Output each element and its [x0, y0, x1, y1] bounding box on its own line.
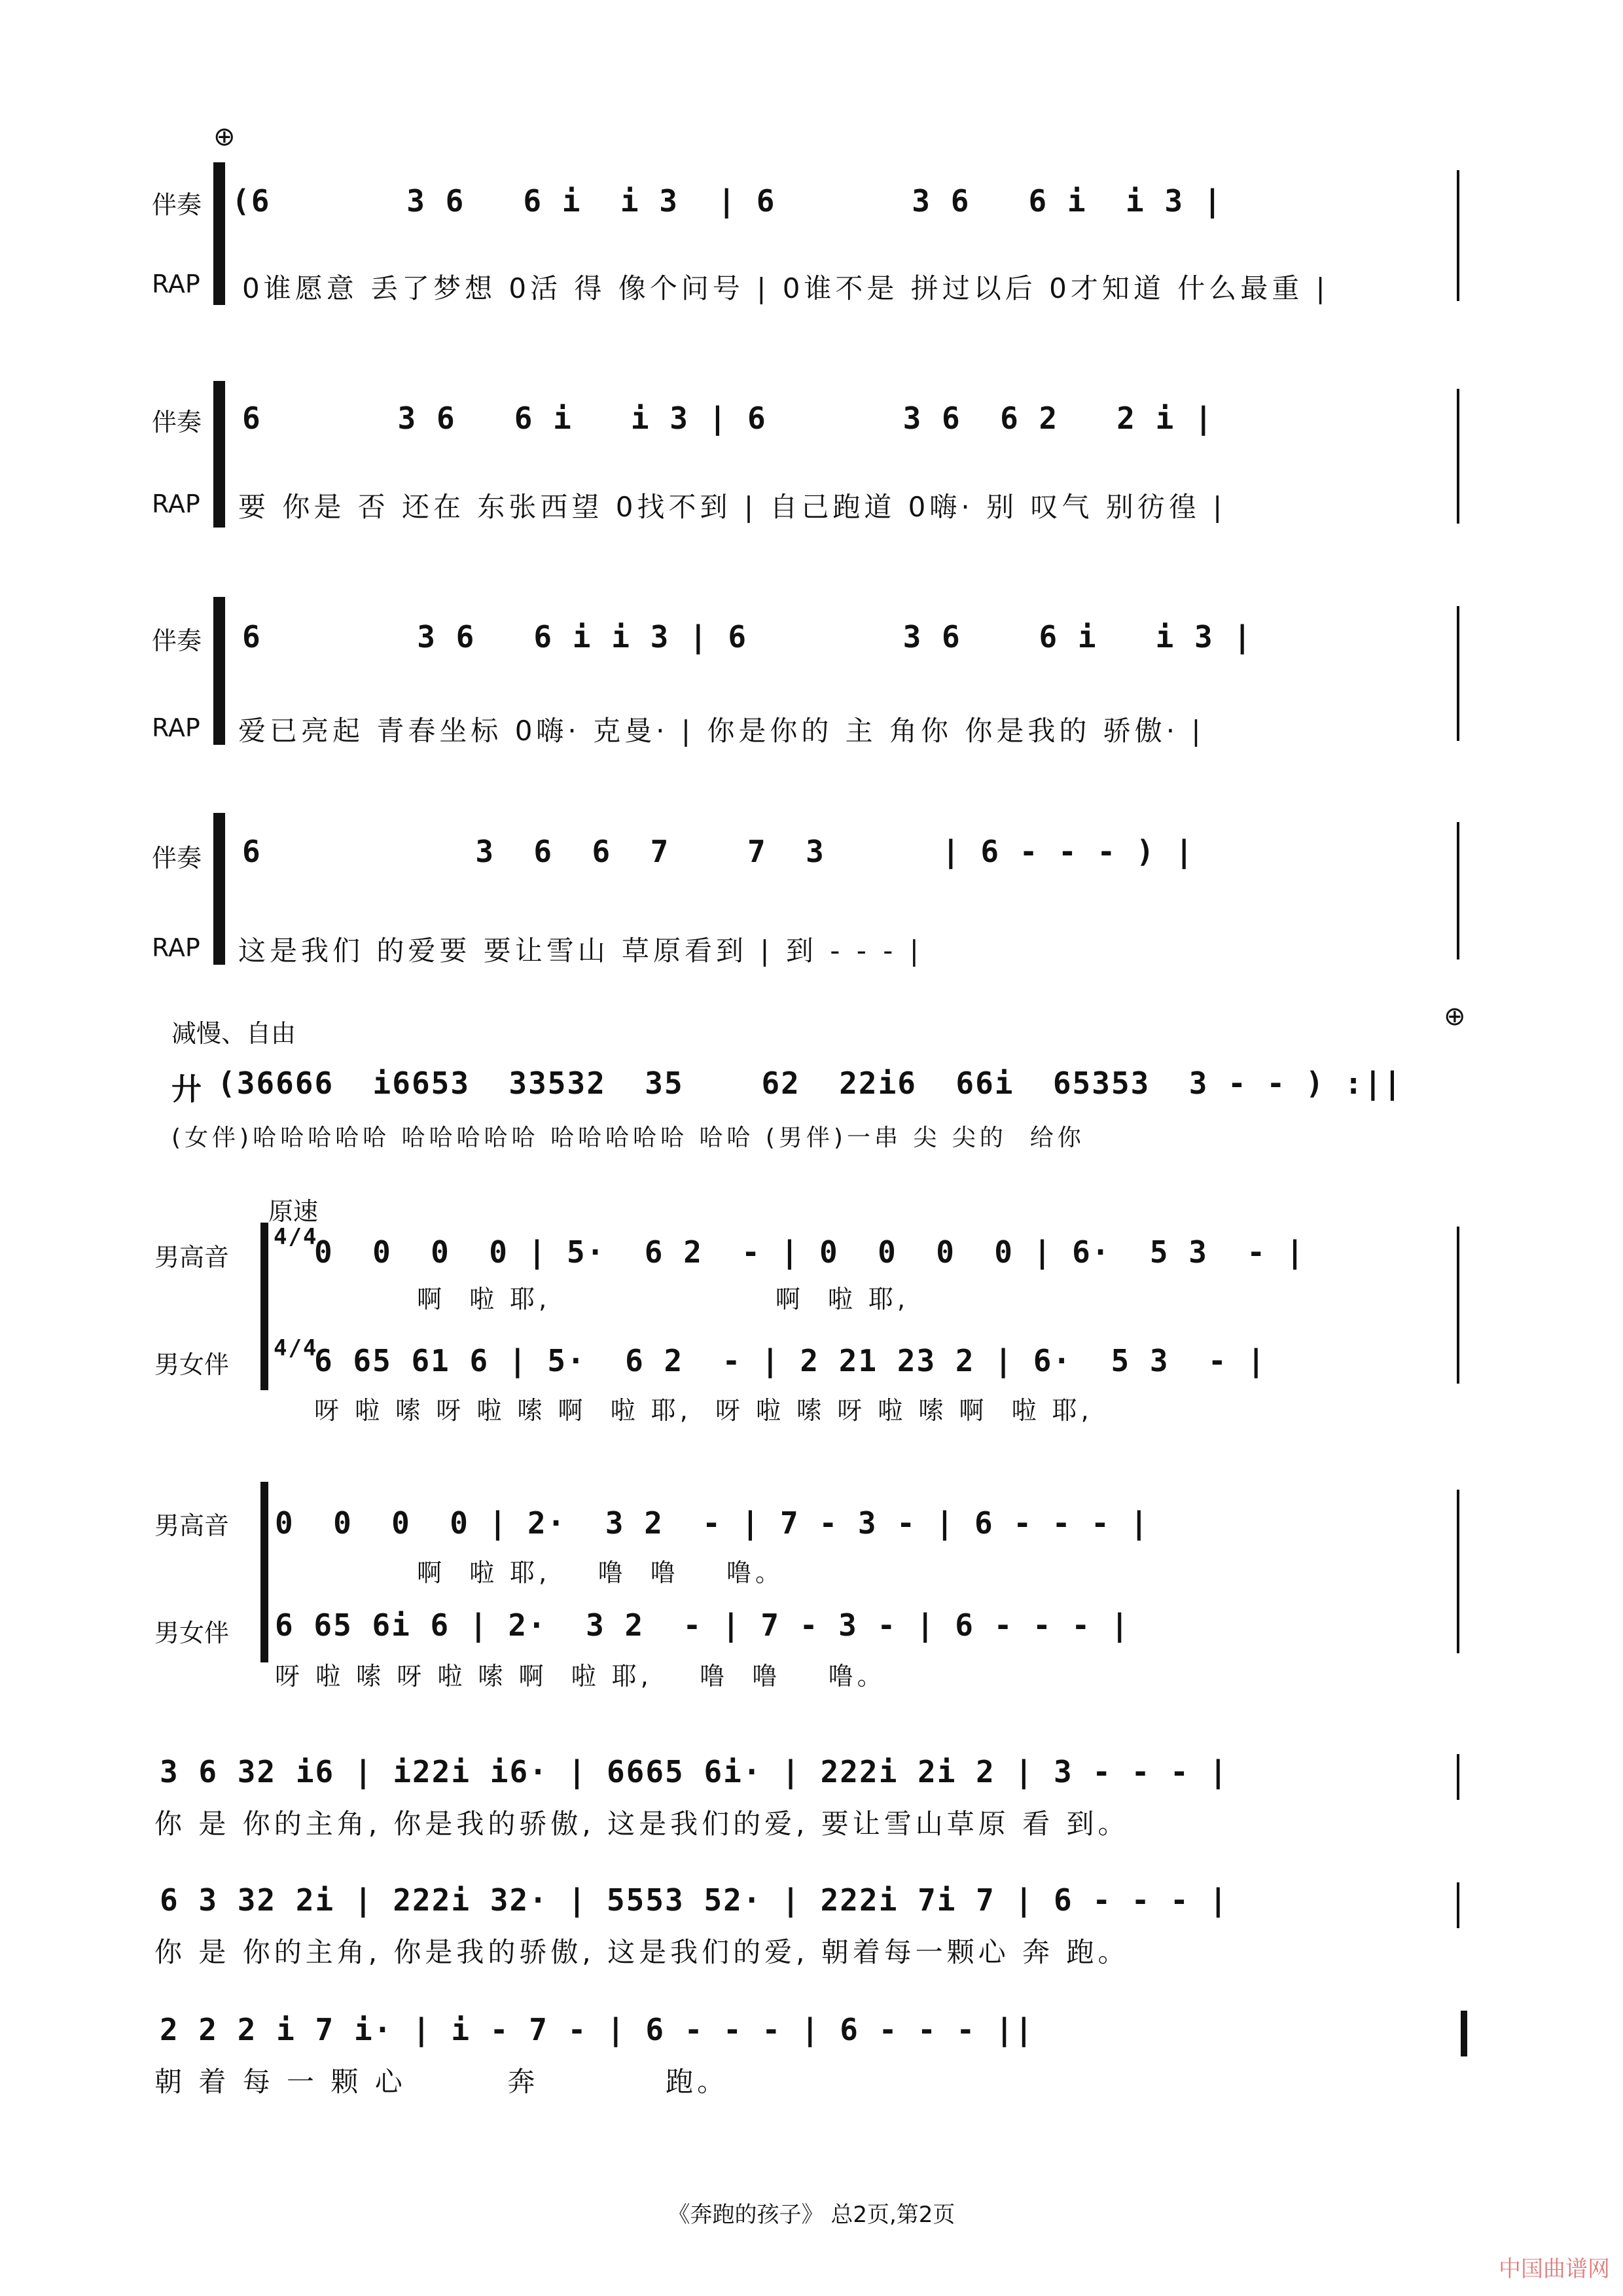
part-label: 伴奏: [152, 626, 202, 655]
notes-line: 6 65 61 6 | 5· 6 2 - | 2 21 23 2 | 6· 5 3 - |: [314, 1343, 1267, 1378]
system-bracket: [213, 813, 225, 965]
barline: [1457, 389, 1459, 524]
section-sign: 廾: [171, 1071, 203, 1107]
system-bracket: [260, 1482, 268, 1662]
system-bracket: [213, 381, 225, 528]
barline: [1457, 1227, 1459, 1384]
tempo-marking: 减慢、自由: [171, 1019, 296, 1048]
barline: [1457, 1754, 1459, 1800]
tempo-marking: 原速: [268, 1197, 319, 1226]
lyric-line: 这是我们 的爱要 要让雪山 草原看到 | 到 - - - |: [238, 935, 923, 967]
notes-line: 6 3 6 6 i i 3 | 6 3 6 6 i i 3 |: [242, 619, 1253, 655]
notes-line: 6 3 6 6 i i 3 | 6 3 6 6 2 2 i |: [242, 401, 1214, 436]
part-label: RAP: [152, 270, 200, 298]
notes-line: (36666 i6653 33532 35 62 22i6 66i 65353 3 - - ) :||: [217, 1066, 1403, 1101]
lyric-line: 呀 啦 嗦 呀 啦 嗦 啊 啦 耶, 呀 啦 嗦 呀 啦 嗦 啊 啦 耶,: [314, 1396, 1093, 1425]
part-label: 男高音: [154, 1243, 230, 1272]
coda-sign-end: ⊕: [1444, 1001, 1466, 1031]
coda-sign: ⊕: [213, 122, 236, 152]
notes-line: (6 3 6 6 i i 3 | 6 3 6 6 i i 3 |: [232, 183, 1223, 219]
lyric-line: 呀 啦 嗦 呀 啦 嗦 啊 啦 耶, 噜 噜 噜。: [275, 1662, 886, 1691]
part-label: 男女伴: [154, 1619, 230, 1647]
notes-line: 6 65 6i 6 | 2· 3 2 - | 7 - 3 - | 6 - - - |: [275, 1607, 1130, 1643]
system-bracket: [213, 162, 225, 305]
part-label: 伴奏: [152, 844, 202, 872]
part-label: 男女伴: [154, 1350, 230, 1379]
part-label: 伴奏: [152, 190, 202, 219]
part-label: 男高音: [154, 1511, 230, 1540]
barline: [1457, 1882, 1459, 1928]
final-barline: [1461, 2011, 1467, 2056]
part-label: RAP: [152, 713, 200, 742]
page-footer: 《奔跑的孩子》 总2页,第2页: [668, 2202, 955, 2228]
system-bracket: [213, 597, 225, 745]
barline: [1457, 822, 1459, 960]
system-bracket: [260, 1223, 268, 1390]
notes-line: 6 3 32 2i | 222i 32· | 5553 52· | 222i 7i 7 | 6 - - - |: [160, 1882, 1229, 1918]
watermark-logo: 中国曲谱网: [1499, 2256, 1610, 2282]
notes-line: 0 0 0 0 | 2· 3 2 - | 7 - 3 - | 6 - - - |: [275, 1505, 1150, 1541]
lyric-line: 你 是 你的主角, 你是我的骄傲, 这是我们的爱, 朝着每一颗心 奔 跑。: [154, 1936, 1130, 1968]
lyric-line: 啊 啦 耶, 啊 啦 耶,: [275, 1285, 910, 1314]
time-signature: 4/4: [274, 1335, 318, 1361]
time-signature: 4/4: [274, 1224, 318, 1250]
barline: [1457, 606, 1459, 741]
notes-line: 0 0 0 0 | 5· 6 2 - | 0 0 0 0 | 6· 5 3 - |: [314, 1234, 1306, 1270]
notes-line: 2 2 2 i 7 i· | i - 7 - | 6 - - - | 6 - - - ||: [160, 2012, 1035, 2047]
lyric-line: 0谁愿意 丢了梦想 0活 得 像个问号 | 0谁不是 拼过以后 0才知道 什么最重 |: [242, 272, 1329, 304]
lyric-line: 你 是 你的主角, 你是我的骄傲, 这是我们的爱, 要让雪山草原 看 到。: [154, 1808, 1130, 1840]
notes-line: 3 6 32 i6 | i22i i6· | 6665 6i· | 222i 2i 2 | 3 - - - |: [160, 1754, 1229, 1789]
part-label: RAP: [152, 490, 200, 518]
lyric-line: 啊 啦 耶, 噜 噜 噜。: [275, 1558, 785, 1587]
lyric-line: (女伴)哈哈哈哈哈 哈哈哈哈哈 哈哈哈哈哈 哈哈 (男伴)一串 尖 尖的 给你: [171, 1124, 1085, 1151]
lyric-line: 要 你是 否 还在 东张西望 0找不到 | 自己跑道 0嗨· 别 叹气 别彷徨 |: [238, 491, 1226, 523]
part-label: 伴奏: [152, 408, 202, 437]
barline: [1457, 1490, 1459, 1653]
barline: [1457, 170, 1459, 301]
part-label: RAP: [152, 933, 200, 962]
lyric-line: 朝 着 每 一 颗 心 奔 跑。: [154, 2066, 729, 2098]
notes-line: 6 3 6 6 7 7 3 | 6 - - - ) |: [242, 834, 1195, 869]
lyric-line: 爱已亮起 青春坐标 0嗨· 克曼· | 你是你的 主 角你 你是我的 骄傲· |: [238, 715, 1205, 747]
